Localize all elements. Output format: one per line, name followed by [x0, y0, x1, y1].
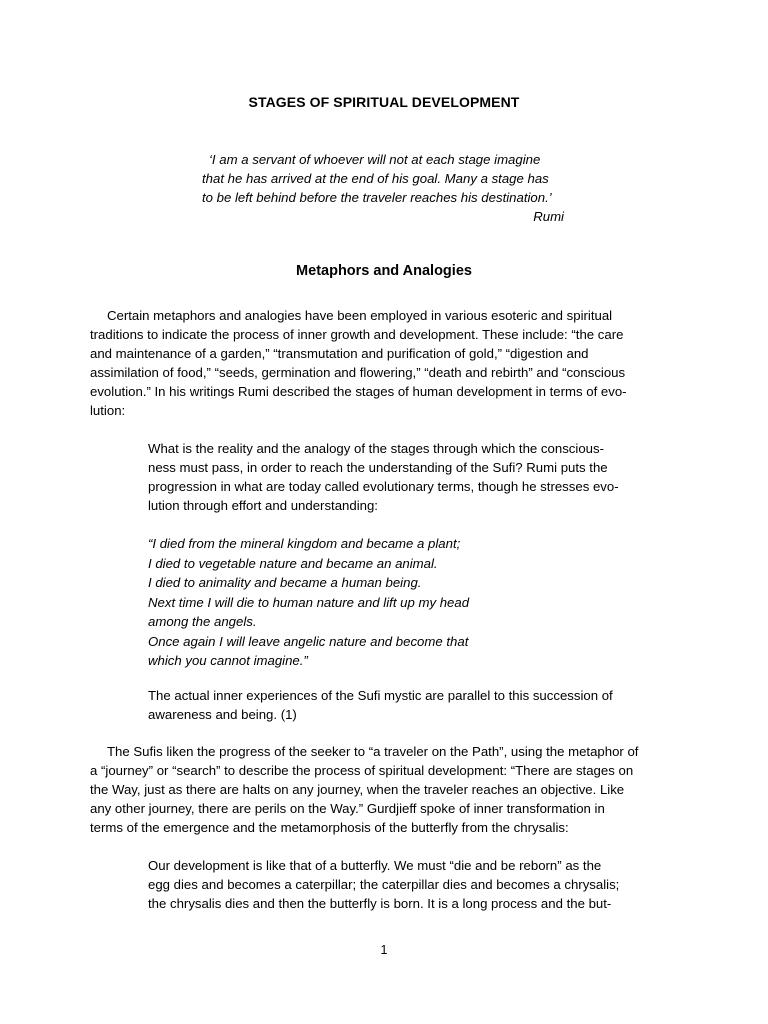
- paragraph-line: terms of the emergence and the metamorphosis of the butterfly from the chrysalis:: [90, 820, 569, 835]
- epigraph-line: ‘I am a servant of whoever will not at each stage imagine: [209, 152, 541, 167]
- epigraph-author: Rumi: [533, 209, 564, 224]
- poem-line: Next time I will die to human nature and lift up my head: [148, 594, 470, 610]
- block-quote-3: [148, 856, 619, 913]
- poem-line: Once again I will leave angelic nature and become that: [148, 633, 469, 649]
- quote-line: lution through effort and understanding:: [148, 498, 378, 513]
- poem-line: I died to vegetable nature and became an animal.: [148, 555, 438, 571]
- epigraph-line: that he has arrived at the end of his goal. Many a stage has: [202, 171, 549, 186]
- paragraph-line: The Sufis liken the progress of the seeker to “a traveler on the Path”, using the metaphor of: [107, 744, 639, 759]
- epigraph: [202, 150, 574, 226]
- poem-line: I died to animality and became a human being.: [148, 575, 422, 590]
- quote-line: awareness and being. (1): [148, 707, 297, 722]
- quote-line: ness must pass, in order to reach the understanding of the Sufi? Rumi puts the: [148, 460, 608, 475]
- quote-line: Our development is like that of a butterfly. We must “die and be reborn” as the: [148, 858, 602, 873]
- poem-line: among the angels.: [148, 614, 257, 629]
- quote-line: The actual inner experiences of the Sufi mystic are parallel to this succession of: [148, 688, 613, 703]
- page-number: 1: [380, 943, 388, 957]
- epigraph-line: to be left behind before the traveler reaches his destination.’: [202, 190, 552, 205]
- paragraph-1: [90, 306, 627, 420]
- paragraph-line: the Way, just as there are halts on any journey, when the traveler reaches an objective. Like: [90, 782, 625, 797]
- quote-line: the chrysalis dies and then the butterfly is born. It is a long process and the but-: [148, 896, 612, 911]
- paragraph-line: evolution.” In his writings Rumi described the stages of human development in terms of evo-: [90, 384, 627, 399]
- paragraph-line: assimilation of food,” “seeds, germination and flowering,” “death and rebirth” and “conscious: [90, 365, 626, 380]
- paragraph-2: [90, 742, 638, 837]
- paragraph-line: traditions to indicate the process of inner growth and development. These include: “the care: [90, 327, 624, 342]
- quote-line: egg dies and becomes a caterpillar; the caterpillar dies and becomes a chrysalis;: [148, 877, 620, 892]
- paragraph-line: lution:: [90, 403, 126, 418]
- poem-line: which you cannot imagine.”: [148, 653, 308, 668]
- paragraph-line: any other journey, there are perils on the Way.” Gurdjieff spoke of inner transformation in: [90, 801, 605, 816]
- block-quote-1: [148, 439, 619, 515]
- section-heading: Metaphors and Analogies: [296, 263, 472, 279]
- paragraph-line: and maintenance of a garden,” “transmutation and purification of gold,” “digestion and: [90, 346, 589, 361]
- rumi-poem: [148, 534, 469, 671]
- paragraph-line: a “journey” or “search” to describe the process of spiritual development: “There are stages on: [90, 763, 634, 778]
- page-title: STAGES OF SPIRITUAL DEVELOPMENT: [248, 94, 520, 110]
- quote-line: What is the reality and the analogy of the stages through which the conscious-: [148, 441, 604, 456]
- poem-line: “I died from the mineral kingdom and became a plant;: [148, 536, 461, 551]
- quote-line: progression in what are today called evolutionary terms, though he stresses evo-: [148, 479, 619, 494]
- block-quote-2: [148, 686, 613, 724]
- paragraph-line: Certain metaphors and analogies have been employed in various esoteric and spiritual: [107, 308, 613, 323]
